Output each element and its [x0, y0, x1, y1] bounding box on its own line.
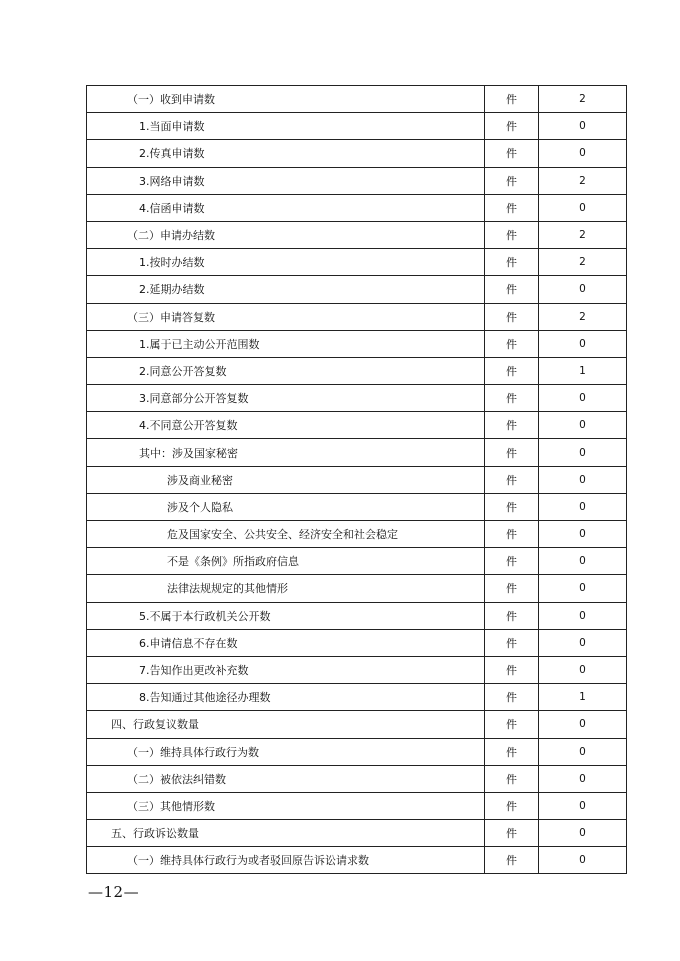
- row-unit: 件: [485, 303, 539, 330]
- table-row: [87, 303, 627, 330]
- row-label: （一）维持具体行政行为或者驳回原告诉讼请求数: [87, 847, 485, 874]
- row-value: 0: [539, 439, 627, 466]
- table-row: [87, 439, 627, 466]
- row-value: 0: [539, 602, 627, 629]
- row-unit: 件: [485, 86, 539, 113]
- row-label: 1.属于已主动公开范围数: [87, 330, 485, 357]
- row-value: 0: [539, 792, 627, 819]
- row-label: 7.告知作出更改补充数: [87, 656, 485, 683]
- row-value: 0: [539, 521, 627, 548]
- row-value: 0: [539, 820, 627, 847]
- row-value: 2: [539, 167, 627, 194]
- row-value: 0: [539, 276, 627, 303]
- row-label: 涉及个人隐私: [87, 493, 485, 520]
- row-value: 2: [539, 249, 627, 276]
- row-unit: 件: [485, 629, 539, 656]
- table-row: [87, 493, 627, 520]
- table-row: [87, 276, 627, 303]
- table-row: [87, 847, 627, 874]
- table-row: [87, 194, 627, 221]
- statistics-table-body: [87, 86, 627, 874]
- row-unit: 件: [485, 167, 539, 194]
- row-value: 0: [539, 629, 627, 656]
- row-value: 0: [539, 738, 627, 765]
- row-unit: 件: [485, 466, 539, 493]
- table-row: [87, 140, 627, 167]
- row-value: 0: [539, 385, 627, 412]
- row-value: 0: [539, 466, 627, 493]
- table-row: [87, 113, 627, 140]
- row-label: 4.不同意公开答复数: [87, 412, 485, 439]
- row-value: 0: [539, 493, 627, 520]
- row-label: 3.同意部分公开答复数: [87, 385, 485, 412]
- row-value: 0: [539, 548, 627, 575]
- row-unit: 件: [485, 439, 539, 466]
- row-value: 0: [539, 656, 627, 683]
- row-value: 1: [539, 357, 627, 384]
- row-unit: 件: [485, 548, 539, 575]
- table-row: [87, 820, 627, 847]
- row-unit: 件: [485, 847, 539, 874]
- row-label: 危及国家安全、公共安全、经济安全和社会稳定: [87, 521, 485, 548]
- table-row: [87, 792, 627, 819]
- row-value: 0: [539, 330, 627, 357]
- row-label: （三）其他情形数: [87, 792, 485, 819]
- row-value: 0: [539, 765, 627, 792]
- row-value: 0: [539, 575, 627, 602]
- table-row: [87, 765, 627, 792]
- row-label: 四、行政复议数量: [87, 711, 485, 738]
- row-unit: 件: [485, 357, 539, 384]
- table-row: [87, 602, 627, 629]
- row-unit: 件: [485, 385, 539, 412]
- row-unit: 件: [485, 113, 539, 140]
- row-label: 5.不属于本行政机关公开数: [87, 602, 485, 629]
- row-label: 1.当面申请数: [87, 113, 485, 140]
- row-label: 其中：涉及国家秘密: [87, 439, 485, 466]
- row-unit: 件: [485, 684, 539, 711]
- row-label: 涉及商业秘密: [87, 466, 485, 493]
- row-value: 2: [539, 221, 627, 248]
- table-row: [87, 656, 627, 683]
- row-unit: 件: [485, 738, 539, 765]
- row-unit: 件: [485, 820, 539, 847]
- table-row: [87, 466, 627, 493]
- table-row: [87, 521, 627, 548]
- row-label: 五、行政诉讼数量: [87, 820, 485, 847]
- row-unit: 件: [485, 575, 539, 602]
- table-row: [87, 385, 627, 412]
- statistics-table: [86, 85, 627, 874]
- table-row: [87, 738, 627, 765]
- table-row: [87, 86, 627, 113]
- table-row: [87, 575, 627, 602]
- table-row: [87, 711, 627, 738]
- row-label: （三）申请答复数: [87, 303, 485, 330]
- row-unit: 件: [485, 602, 539, 629]
- table-row: [87, 221, 627, 248]
- row-value: 0: [539, 113, 627, 140]
- row-value: 0: [539, 194, 627, 221]
- table-row: [87, 629, 627, 656]
- row-unit: 件: [485, 493, 539, 520]
- table-row: [87, 684, 627, 711]
- row-label: 3.网络申请数: [87, 167, 485, 194]
- row-unit: 件: [485, 711, 539, 738]
- row-label: 2.同意公开答复数: [87, 357, 485, 384]
- row-unit: 件: [485, 765, 539, 792]
- row-unit: 件: [485, 656, 539, 683]
- row-label: 6.申请信息不存在数: [87, 629, 485, 656]
- row-unit: 件: [485, 412, 539, 439]
- row-label: （二）被依法纠错数: [87, 765, 485, 792]
- row-value: 0: [539, 847, 627, 874]
- row-label: （二）申请办结数: [87, 221, 485, 248]
- row-unit: 件: [485, 221, 539, 248]
- row-value: 0: [539, 140, 627, 167]
- row-unit: 件: [485, 330, 539, 357]
- row-unit: 件: [485, 249, 539, 276]
- row-value: 2: [539, 86, 627, 113]
- row-label: 4.信函申请数: [87, 194, 485, 221]
- row-unit: 件: [485, 521, 539, 548]
- row-label: 8.告知通过其他途径办理数: [87, 684, 485, 711]
- row-unit: 件: [485, 276, 539, 303]
- table-row: [87, 548, 627, 575]
- statistics-table-container: [86, 85, 626, 874]
- row-unit: 件: [485, 792, 539, 819]
- table-row: [87, 167, 627, 194]
- row-value: 2: [539, 303, 627, 330]
- row-unit: 件: [485, 140, 539, 167]
- row-label: 法律法规规定的其他情形: [87, 575, 485, 602]
- row-label: 1.按时办结数: [87, 249, 485, 276]
- page-number: —12—: [88, 883, 140, 901]
- table-row: [87, 412, 627, 439]
- row-label: 不是《条例》所指政府信息: [87, 548, 485, 575]
- table-row: [87, 249, 627, 276]
- row-unit: 件: [485, 194, 539, 221]
- table-row: [87, 357, 627, 384]
- row-value: 0: [539, 711, 627, 738]
- row-label: （一）维持具体行政行为数: [87, 738, 485, 765]
- row-value: 1: [539, 684, 627, 711]
- row-label: 2.传真申请数: [87, 140, 485, 167]
- row-label: 2.延期办结数: [87, 276, 485, 303]
- table-row: [87, 330, 627, 357]
- row-label: （一）收到申请数: [87, 86, 485, 113]
- row-value: 0: [539, 412, 627, 439]
